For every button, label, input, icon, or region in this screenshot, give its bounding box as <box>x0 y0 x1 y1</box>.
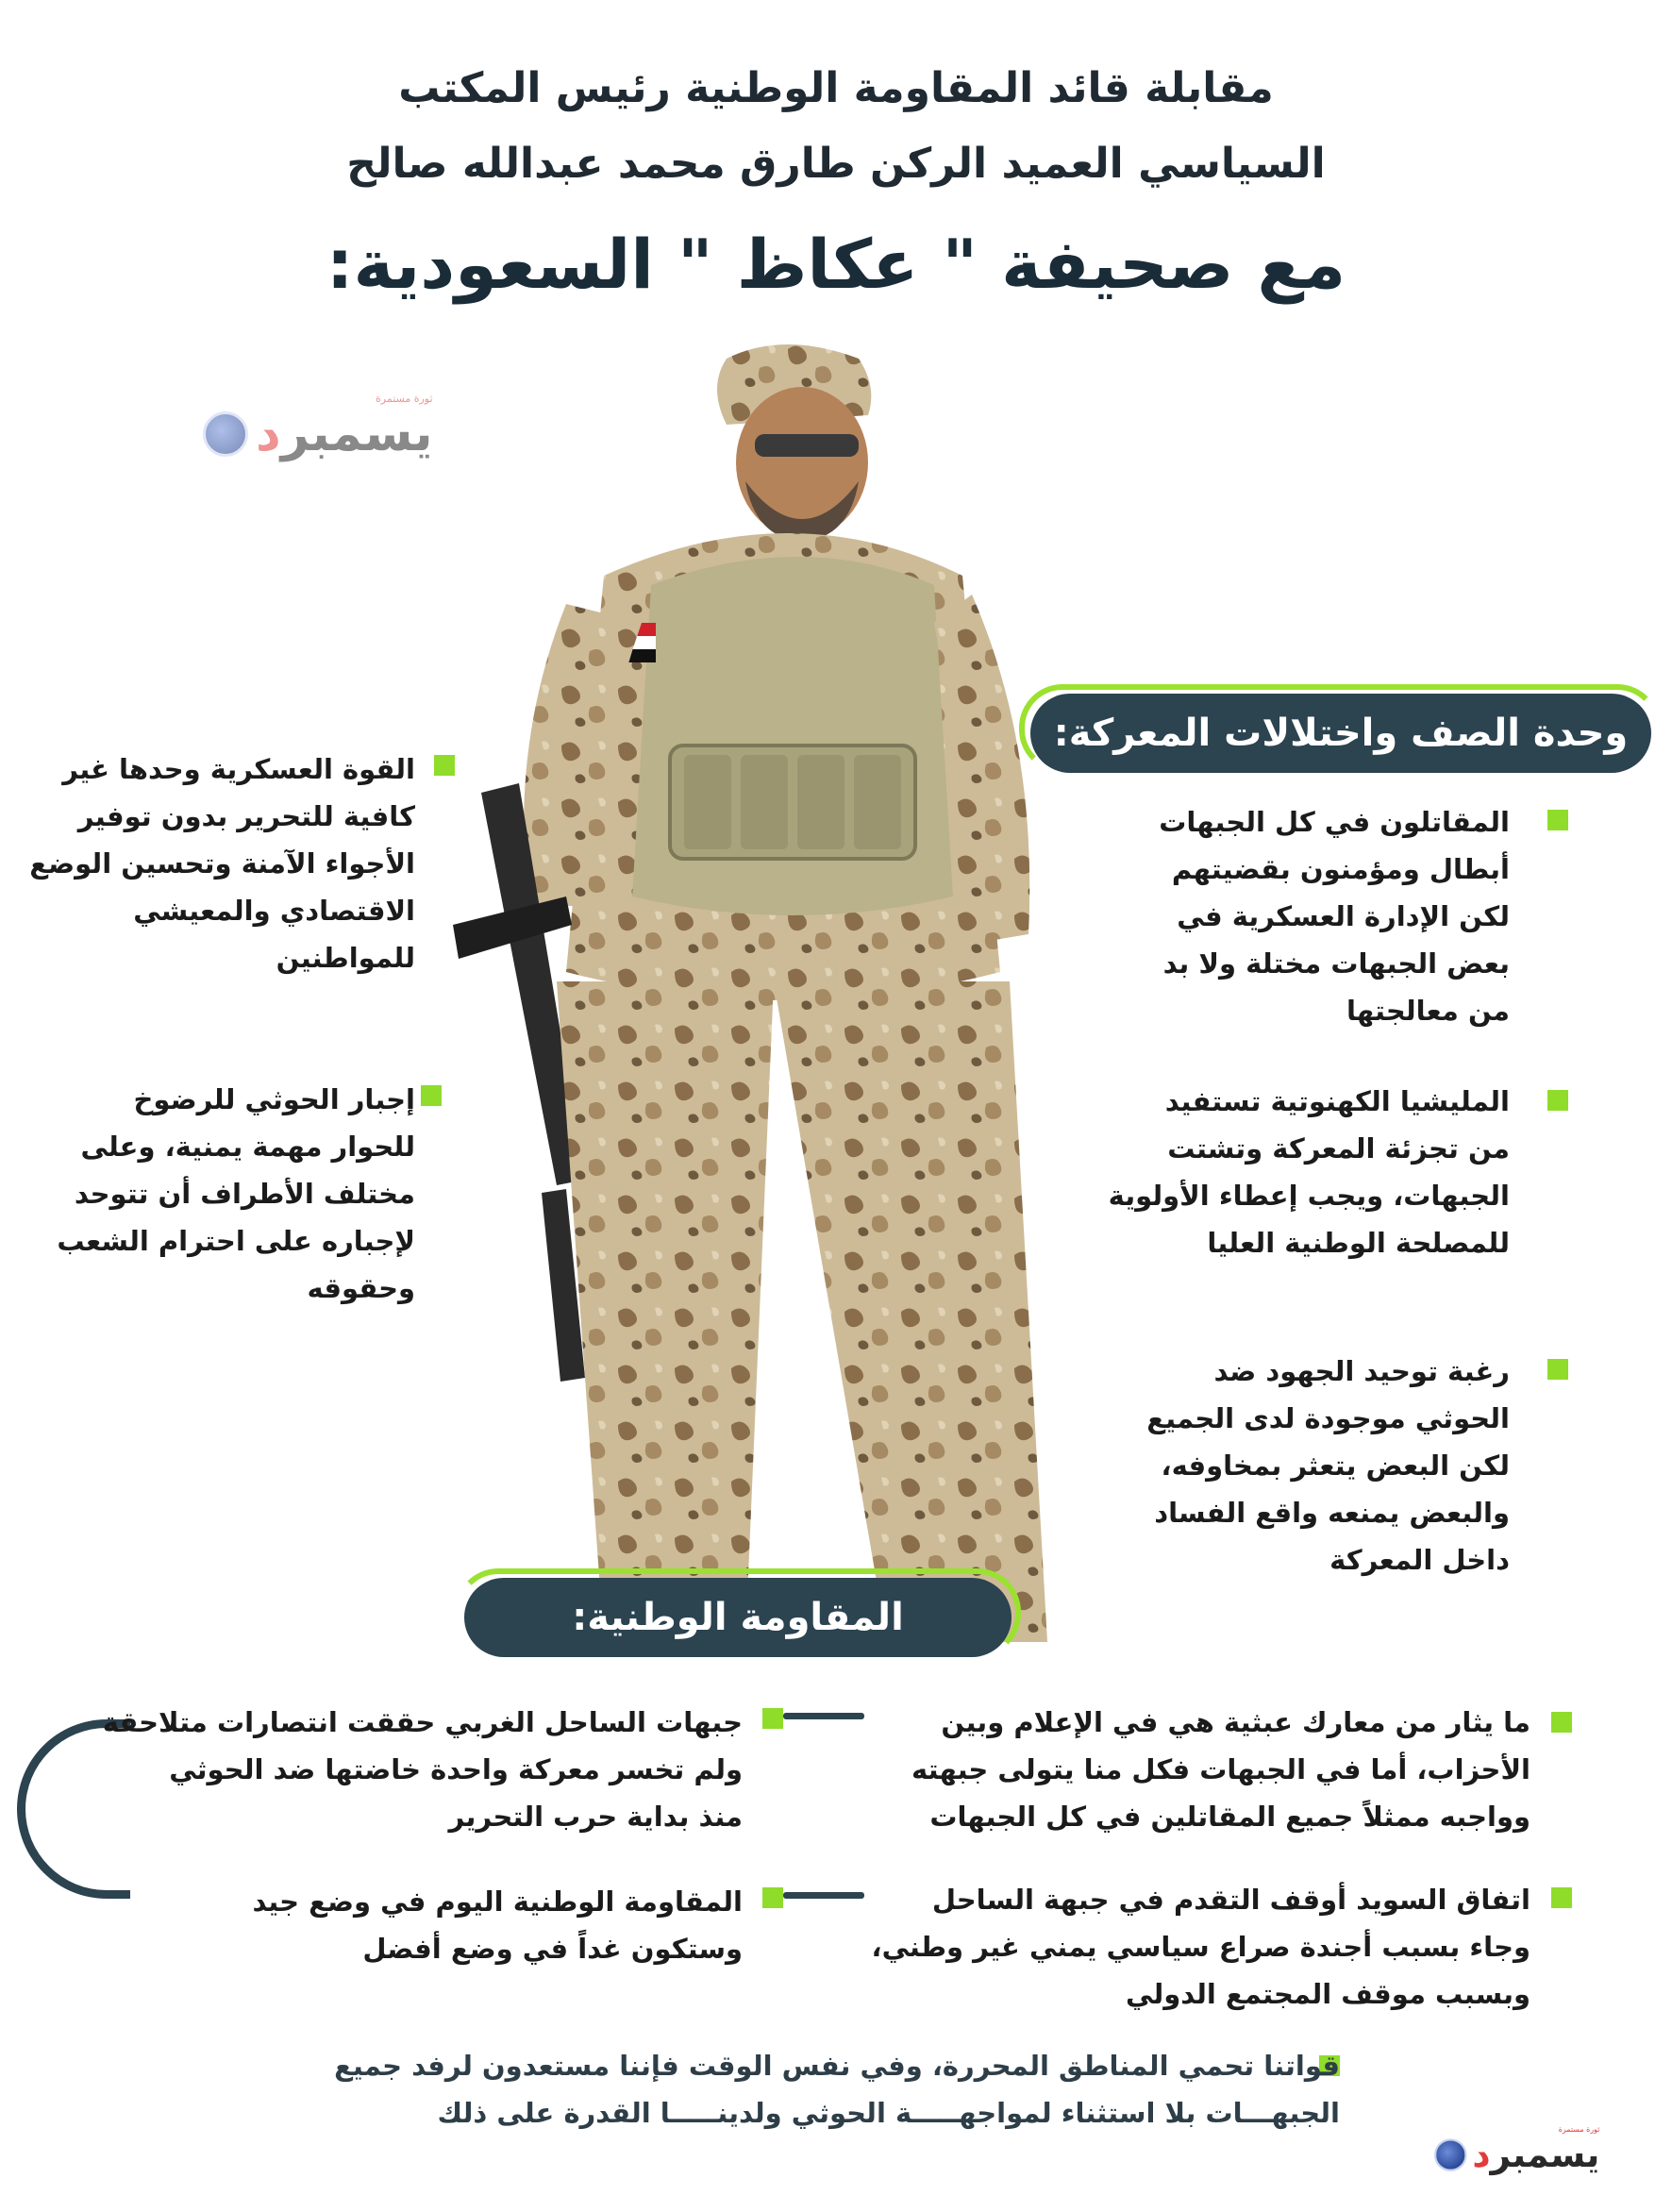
point-line: لكن الإدارة العسكرية في <box>1177 900 1510 932</box>
green-square-icon <box>762 1887 783 1908</box>
brand-logo-watermark <box>203 393 433 462</box>
title-line-2: السياسي العميد الركن طارق محمد عبدالله صالح <box>346 140 1326 188</box>
point-resistance-status <box>101 1878 743 1972</box>
logo-tagline: ثورة مستمرة <box>376 393 433 405</box>
point-line: للمواطنين <box>276 942 415 974</box>
point-militia-fragmentation <box>1019 1078 1510 1266</box>
point-futile-battles <box>870 1699 1530 1840</box>
point-line: القوة العسكرية وحدها غير <box>62 753 415 785</box>
green-square-icon <box>1551 1712 1572 1733</box>
point-line: والبعض يمنعه واقع الفساد <box>1154 1497 1510 1529</box>
point-line: منذ بداية حرب التحرير <box>448 1801 743 1833</box>
seal-icon <box>203 411 248 457</box>
title-line-3: مع صحيفة " عكاظ " السعودية: <box>326 225 1346 304</box>
point-line: قواتنا تحمي المناطق المحررة، وفي نفس الوقت فإننا مستعدون لرفد جميع <box>334 2050 1340 2082</box>
connector-line <box>783 1713 864 1719</box>
point-line: الأجواء الآمنة وتحسين الوضع <box>29 847 415 880</box>
connector-line <box>783 1892 864 1899</box>
point-line: وجاء بسبب أجندة صراع سياسي يمني غير وطني، <box>871 1931 1530 1963</box>
logo-wordmark: يسمبرد <box>256 406 433 462</box>
point-line: كافية للتحرير بدون توفير <box>77 800 415 832</box>
point-line: ما يثار من معارك عبثية هي في الإعلام وبين <box>941 1706 1530 1738</box>
logo-tagline: ثورة مستمرة <box>1558 2124 1600 2135</box>
logo-wordmark: يسمبرد <box>1472 2135 1600 2176</box>
green-square-icon <box>1547 1359 1568 1380</box>
section-header-unity: وحدة الصف واختلالات المعركة: <box>1030 694 1651 773</box>
point-military-force <box>19 746 415 981</box>
point-fighters-heroes <box>1019 798 1510 1034</box>
green-square-icon <box>1547 810 1568 830</box>
point-line: داخل المعركة <box>1329 1544 1510 1576</box>
point-line: وواجبه ممثلاً جميع المقاتلين في كل الجبهات <box>929 1801 1530 1833</box>
point-line: وبسبب موقف المجتمع الدولي <box>1125 1978 1530 2010</box>
point-line: اتفاق السويد أوقف التقدم في جبهة الساحل <box>931 1884 1530 1916</box>
brand-logo <box>1434 2124 1600 2176</box>
point-line: مختلف الأطراف أن تتوحد <box>74 1178 415 1210</box>
point-line: من معالجتها <box>1346 995 1510 1027</box>
section-header-resistance: المقاومة الوطنية: <box>464 1578 1012 1657</box>
point-line: رغبة توحيد الجهود ضد <box>1213 1355 1510 1387</box>
point-line: من تجزئة المعركة وتشتت <box>1167 1132 1510 1165</box>
point-line: الاقتصادي والمعيشي <box>133 895 415 927</box>
point-line: المقاتلون في كل الجبهات <box>1159 806 1510 838</box>
point-line: جبهات الساحل الغربي حققت انتصارات متلاحقة <box>102 1706 743 1738</box>
green-square-icon <box>421 1085 442 1106</box>
point-line: وحقوقه <box>307 1272 415 1304</box>
point-line: لإجباره على احترام الشعب <box>57 1225 415 1257</box>
point-forces-protect <box>302 2042 1340 2137</box>
point-line: إجبار الحوثي للرضوخ <box>133 1083 415 1115</box>
point-line: بعض الجبهات مختلة ولا بد <box>1162 947 1510 980</box>
seal-icon <box>1434 2138 1467 2171</box>
green-square-icon <box>434 755 455 776</box>
point-unify-efforts <box>1019 1348 1510 1584</box>
green-square-icon <box>1551 1887 1572 1908</box>
point-line: ولم تخسر معركة واحدة خاضتها ضد الحوثي <box>169 1753 743 1785</box>
point-force-houthi-dialogue <box>19 1076 415 1312</box>
point-line: أبطال ومؤمنون بقضيتهم <box>1171 853 1510 885</box>
point-line: وستكون غداً في وضع أفضل <box>362 1933 743 1965</box>
green-square-icon <box>762 1708 783 1729</box>
point-west-coast-victories <box>101 1699 743 1840</box>
point-line: للمصلحة الوطنية العليا <box>1207 1227 1510 1259</box>
point-line: المقاومة الوطنية اليوم في وضع جيد <box>252 1885 743 1918</box>
point-line: للحوار مهمة يمنية، وعلى <box>80 1131 415 1163</box>
point-line: الحوثي موجودة لدى الجميع <box>1146 1402 1510 1434</box>
point-line: الجبهـــات بلا استثناء لمواجهـــــة الحوثي ولدينـــــا القدرة على ذلك <box>437 2097 1340 2129</box>
point-line: الجبهات، ويجب إعطاء الأولوية <box>1108 1180 1510 1212</box>
green-square-icon <box>1547 1090 1568 1111</box>
point-line: لكن البعض يتعثر بمخاوفه، <box>1161 1450 1510 1482</box>
point-line: الأحزاب، أما في الجبهات فكل منا يتولى جبهته <box>911 1753 1530 1785</box>
title-line-1: مقابلة قائد المقاومة الوطنية رئيس المكتب <box>398 64 1274 112</box>
point-sweden-agreement <box>870 1876 1530 2018</box>
point-line: المليشيا الكهنوتية تستفيد <box>1164 1085 1510 1117</box>
